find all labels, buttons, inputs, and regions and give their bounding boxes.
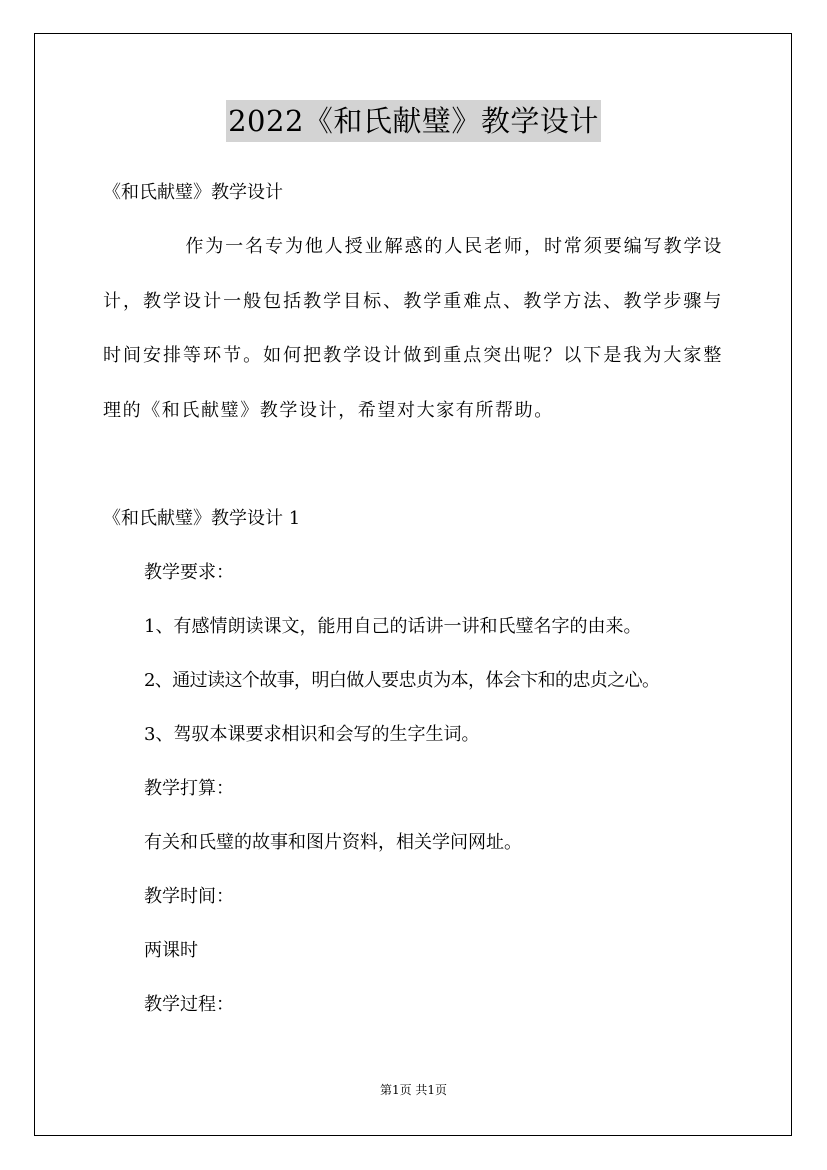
- title-container: [0, 100, 827, 142]
- prep-text: 有关和氏璧的故事和图片资料，相关学问网址。: [144, 832, 522, 853]
- prep-label: 教学打算：: [144, 778, 234, 799]
- intro-text: 作为一名专为他人授业解惑的人民老师，时常须要编写教学设计，教学设计一般包括教学目标、教学重难点、教学方法、教学步骤与时间安排等环节。如何把教学设计做到重点突出呢？以下是我为大家整理的《和氏献璧》教学设计，希望对大家有所帮助。: [103, 236, 723, 421]
- process-label: 教学过程：: [144, 994, 234, 1015]
- requirements-label: 教学要求：: [144, 562, 234, 583]
- requirement-item-1: 1、有感情朗读课文，能用自己的话讲一讲和氏璧名字的由来。: [144, 616, 642, 637]
- section-heading: 《和氏献璧》教学设计 1: [103, 508, 301, 529]
- page-footer: 第1页 共1页: [379, 1083, 448, 1097]
- requirement-item-3: 3、驾驭本课要求相识和会写的生字生词。: [144, 724, 480, 745]
- requirement-item-2: 2、通过读这个故事，明白做人要忠贞为本，体会卞和的忠贞之心。: [144, 670, 660, 691]
- document-subtitle: 《和氏献璧》教学设计: [103, 182, 283, 203]
- time-label: 教学时间：: [144, 886, 234, 907]
- intro-paragraph: [103, 220, 723, 438]
- time-text: 两课时: [144, 940, 198, 961]
- document-title: 2022《和氏献璧》教学设计: [226, 100, 601, 142]
